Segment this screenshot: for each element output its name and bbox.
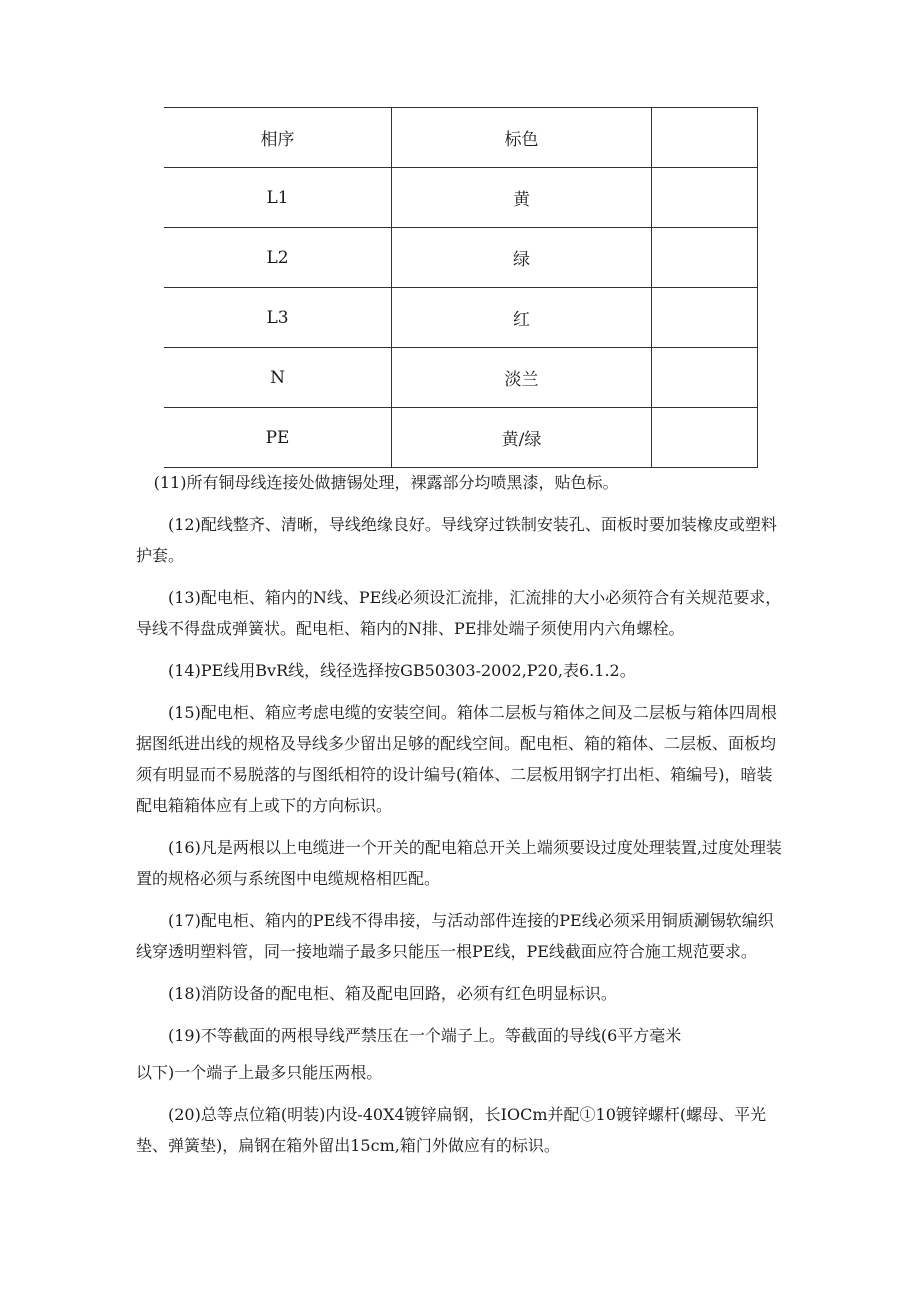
- table-cell: [652, 408, 758, 468]
- table-header-row: [164, 108, 758, 168]
- table-row: [164, 288, 758, 348]
- table-cell: 黄/绿: [392, 408, 652, 468]
- paragraph: (11)所有铜母线连接处做搪锡处理，裸露部分均喷黑漆，贴色标。: [153, 473, 619, 492]
- table-cell: [652, 288, 758, 348]
- paragraph: 以下)一个端子上最多只能压两根。: [136, 1063, 383, 1082]
- paragraph: (20)总等点位箱(明装)内设-40X4镀锌扁钢，长IOCm并配①10镀锌螺杆(螺母、平光垫、弹簧垫)，扁钢在箱外留出15cm,箱门外做应有的标识。: [136, 1105, 767, 1155]
- table-cell: 黄: [392, 168, 652, 228]
- paragraph: (16)凡是两根以上电缆进一个开关的配电箱总开关上端须要设过度处理装置,过度处理装置的规格必须与系统图中电缆规格相匹配。: [136, 838, 782, 888]
- paragraph: (17)配电柜、箱内的PE线不得串接，与活动部件连接的PE线必须采用铜质涮锡软编织线穿透明塑料管，同一接地端子最多只能压一根PE线，PE线截面应符合施工规范要求。: [136, 911, 774, 961]
- table-cell: L3: [164, 288, 392, 348]
- table-row: [164, 228, 758, 288]
- phase-color-table: [164, 107, 758, 468]
- table-row: [164, 168, 758, 228]
- table-cell: 红: [392, 288, 652, 348]
- table-header-cell: 标色: [392, 108, 652, 168]
- table-cell: L1: [164, 168, 392, 228]
- table-cell: PE: [164, 408, 392, 468]
- table-header-cell: [652, 108, 758, 168]
- table-cell: [652, 168, 758, 228]
- table-header-cell: 相序: [164, 108, 392, 168]
- table-cell: L2: [164, 228, 392, 288]
- table-cell: [652, 228, 758, 288]
- paragraph: (12)配线整齐、清晰，导线绝缘良好。导线穿过铁制安装孔、面板时要加装橡皮或塑料护套。: [136, 515, 777, 565]
- table-cell: N: [164, 348, 392, 408]
- table-row: [164, 348, 758, 408]
- body-text: [136, 467, 786, 1172]
- paragraph: (19)不等截面的两根导线严禁压在一个端子上。等截面的导线(6平方毫米: [168, 1026, 682, 1045]
- table-cell: [652, 348, 758, 408]
- table-cell: 淡兰: [392, 348, 652, 408]
- paragraph: (18)消防设备的配电柜、箱及配电回路，必须有红色明显标识。: [168, 984, 617, 1003]
- table-row: [164, 408, 758, 468]
- table-cell: 绿: [392, 228, 652, 288]
- paragraph: (15)配电柜、箱应考虑电缆的安装空间。箱体二层板与箱体之间及二层板与箱体四周根据图纸进出线的规格及导线多少留出足够的配线空间。配电柜、箱的箱体、二层板、面板均须有明显而不易脱落的与图纸相符的设计编号(箱体、二层板用钢字打出柜、箱编号)，暗装配电箱箱体应有上或下的方向标识。: [136, 703, 777, 815]
- paragraph: (14)PE线用BvR线，线径选择按GB50303-2002,P20,表6.1.2。: [168, 661, 636, 680]
- paragraph: (13)配电柜、箱内的N线、PE线必须设汇流排，汇流排的大小必须符合有关规范要求，导线不得盘成弹簧状。配电柜、箱内的N排、PE排处端子须使用内六角螺栓。: [136, 588, 782, 638]
